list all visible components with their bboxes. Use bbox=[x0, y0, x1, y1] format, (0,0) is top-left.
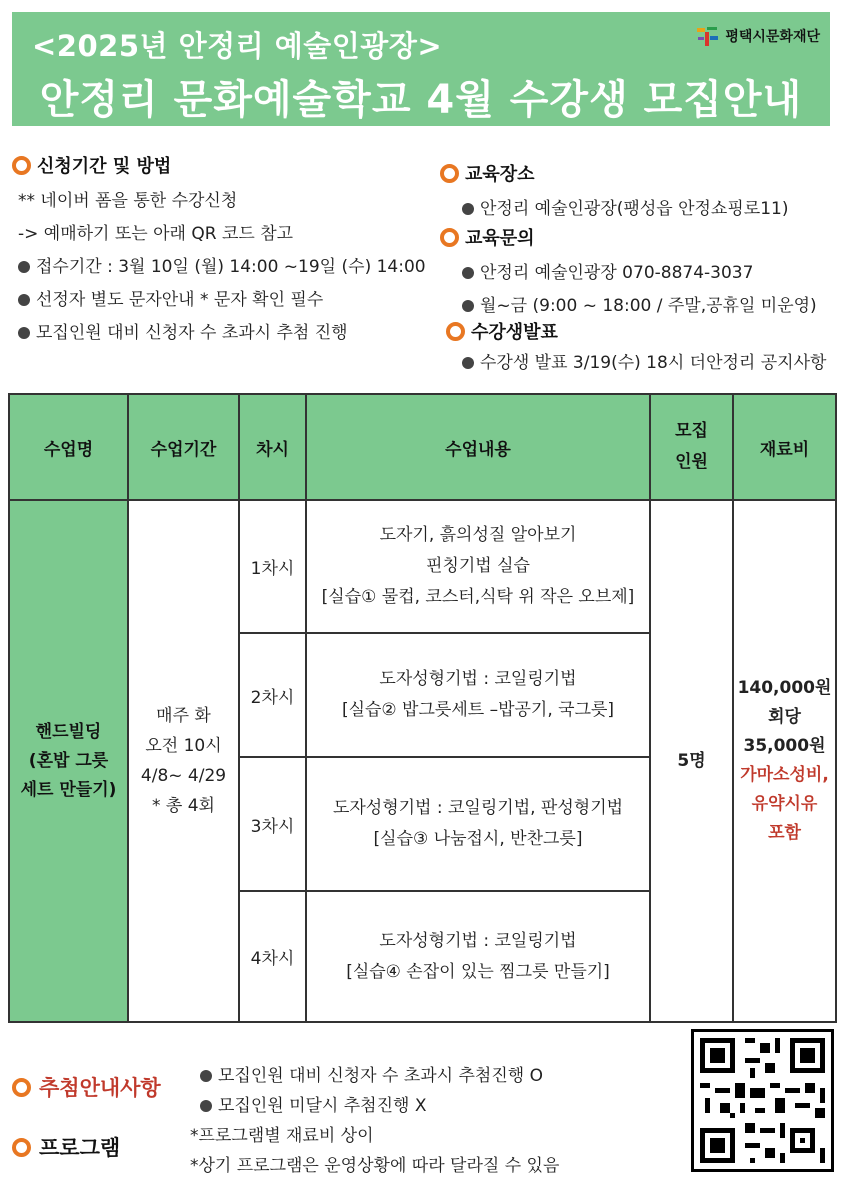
header-course-name: 수업명 bbox=[9, 394, 128, 500]
header-banner bbox=[12, 12, 830, 126]
fee-note: 포함 bbox=[768, 823, 801, 843]
session-label: 3차시 bbox=[239, 757, 306, 891]
dot-icon bbox=[462, 203, 474, 215]
fee-per-session: 35,000원 bbox=[743, 736, 826, 756]
page-title: 안정리 문화예술학교 4월 수강생 모집안내 bbox=[39, 77, 803, 123]
apply-line: -> 예매하기 또는 아래 QR 코드 참고 bbox=[18, 224, 294, 244]
lottery-bullet: 모집인원 미달시 추첨진행 X bbox=[200, 1091, 427, 1116]
apply-bullet: 선정자 별도 문자안내 * 문자 확인 필수 bbox=[18, 285, 442, 310]
inquiry-section bbox=[440, 224, 835, 316]
session-content: 도자성형기법 : 코일링기법 [실습② 밥그릇세트 –밥공기, 국그릇] bbox=[306, 633, 650, 757]
location-heading-text: 교육장소 bbox=[465, 164, 535, 185]
fee-note: 가마소성비, bbox=[740, 765, 829, 785]
apply-section bbox=[12, 152, 442, 343]
course-table bbox=[8, 393, 837, 1023]
program-heading-text: 프로그램 bbox=[39, 1136, 121, 1160]
announce-bullet: 수강생 발표 3/19(수) 18시 더안정리 공지사항 bbox=[462, 348, 836, 373]
course-name-cell: 핸드빌딩 (혼밥 그릇 세트 만들기) bbox=[9, 500, 128, 1022]
period-cell: 매주 화 오전 10시 4/8~ 4/29 * 총 4회 bbox=[128, 500, 239, 1022]
qr-code-icon[interactable] bbox=[690, 1028, 835, 1173]
logo bbox=[695, 24, 820, 48]
capacity-cell: 5명 bbox=[650, 500, 733, 1022]
session-content: 도자성형기법 : 코일링기법 [실습④ 손잡이 있는 찜그릇 만들기] bbox=[306, 891, 650, 1022]
dot-icon bbox=[18, 294, 30, 306]
header-fee: 재료비 bbox=[733, 394, 836, 500]
fee-amount: 140,000원 bbox=[737, 678, 832, 698]
program-note: *프로그램별 재료비 상이 bbox=[190, 1126, 374, 1146]
session-content: 도자기, 흙의성질 알아보기 핀칭기법 실습 [실습① 물컵, 코스터,식탁 위 작은 오브제] bbox=[306, 500, 650, 633]
header-session: 차시 bbox=[239, 394, 306, 500]
program-note: *상기 프로그램은 운영상황에 따라 달라질 수 있음 bbox=[190, 1156, 560, 1176]
header-capacity: 모집 인원 bbox=[650, 394, 733, 500]
inquiry-bullet: 월~금 (9:00 ~ 18:00 / 주말,공휴일 미운영) bbox=[462, 291, 835, 316]
apply-heading bbox=[12, 152, 442, 178]
session-label: 4차시 bbox=[239, 891, 306, 1022]
apply-bullet: 모집인원 대비 신청자 수 초과시 추첨 진행 bbox=[18, 318, 442, 343]
apply-bullet: 접수기간 : 3월 10일 (월) 14:00 ~19일 (수) 14:00 bbox=[18, 252, 442, 277]
dot-icon bbox=[462, 357, 474, 369]
dot-icon bbox=[200, 1070, 212, 1082]
announce-heading-text: 수강생발표 bbox=[471, 322, 558, 343]
location-heading bbox=[440, 160, 835, 186]
foundation-logo-icon bbox=[695, 24, 721, 48]
location-section bbox=[440, 160, 835, 219]
apply-heading-text: 신청기간 및 방법 bbox=[37, 156, 172, 177]
location-bullet: 안정리 예술인광장(팽성읍 안정쇼핑로11) bbox=[462, 194, 835, 219]
dot-icon bbox=[18, 327, 30, 339]
header-content: 수업내용 bbox=[306, 394, 650, 500]
program-heading bbox=[12, 1132, 120, 1162]
fee-cell bbox=[733, 500, 836, 1022]
table-row bbox=[9, 500, 836, 633]
lottery-heading-text: 추첨안내사항 bbox=[39, 1076, 161, 1100]
inquiry-heading bbox=[440, 224, 835, 250]
session-label: 1차시 bbox=[239, 500, 306, 633]
inquiry-heading-text: 교육문의 bbox=[465, 228, 535, 249]
inquiry-bullet: 안정리 예술인광장 070-8874-3037 bbox=[462, 258, 835, 283]
dot-icon bbox=[462, 267, 474, 279]
ring-bullet-icon bbox=[12, 1138, 31, 1157]
session-content: 도자성형기법 : 코일링기법, 판성형기법 [실습③ 나눔접시, 반찬그릇] bbox=[306, 757, 650, 891]
announce-heading bbox=[446, 318, 836, 344]
fee-note: 유약시유 bbox=[751, 794, 818, 814]
ring-bullet-icon bbox=[12, 156, 31, 175]
ring-bullet-icon bbox=[440, 164, 459, 183]
header-subtitle: <2025년 안정리 예술인광장> bbox=[32, 29, 443, 63]
lottery-bullet: 모집인원 대비 신청자 수 초과시 추첨진행 O bbox=[200, 1061, 543, 1086]
dot-icon bbox=[200, 1100, 212, 1112]
table-header-row bbox=[9, 394, 836, 500]
ring-bullet-icon bbox=[446, 322, 465, 341]
session-label: 2차시 bbox=[239, 633, 306, 757]
apply-line: ** 네이버 폼을 통한 수강신청 bbox=[18, 191, 238, 211]
ring-bullet-icon bbox=[440, 228, 459, 247]
header-period: 수업기간 bbox=[128, 394, 239, 500]
logo-text: 평택시문화재단 bbox=[725, 29, 820, 45]
dot-icon bbox=[18, 261, 30, 273]
dot-icon bbox=[462, 300, 474, 312]
ring-bullet-icon bbox=[12, 1078, 31, 1097]
fee-per-session-label: 회당 bbox=[768, 707, 801, 727]
lottery-heading bbox=[12, 1072, 161, 1102]
announce-section bbox=[446, 318, 836, 373]
